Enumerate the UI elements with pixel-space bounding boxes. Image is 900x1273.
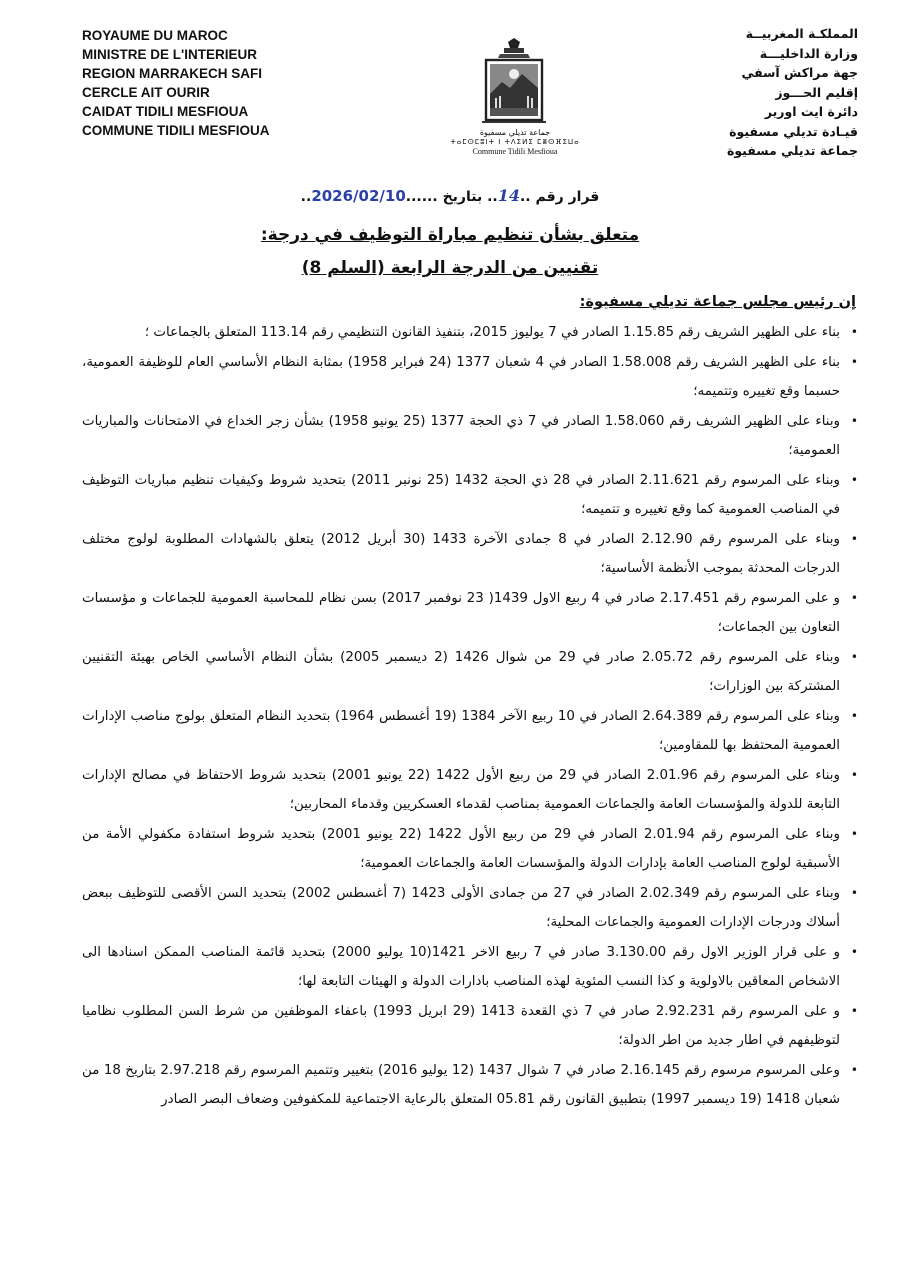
- header-arabic: [727, 24, 858, 161]
- recital-item: • وعلى المرسوم مرسوم رقم 2.16.145 صادر في 7 شوال 1437 (12 يوليو 2016) بتغيير وتتميم المرسوم رقم 2.97.218 بتاريخ 18 من شعبان 1418 (19 ديسمبر 1997) بتطبيق القانون رقم 05.81 المتعلق بالرعاية الاجتماعية للمكفوفين وضعاف البصر الصادر: [82, 1056, 860, 1115]
- header-ar-line: جماعة تديلي مسفيوة: [726, 143, 858, 158]
- header-ar-line: المملكـة المغربيــة: [745, 26, 858, 41]
- header-fr-line: REGION MARRAKECH SAFI: [82, 66, 263, 81]
- header-ar-line: قيـادة تديلي مسفيوة: [729, 123, 858, 139]
- title-subject: متعلق بشأن تنظيم مباراة التوظيف في درجة:: [260, 225, 640, 245]
- decision-date-label: بتاريخ: [442, 189, 483, 205]
- recital-item: • و على المرسوم رقم 2.17.451 صادر في 4 ربيع الاول 1439( 23 نوفمبر 2017) بسن نظام للمحاسبة العمومية للجماعات و مؤسسات التعاون بين الجماعات؛: [82, 584, 860, 643]
- recital-item: • بناء على الظهير الشريف رقم 1.15.85 الصادر في 7 يوليوز 2015، بتنفيذ القانون التنظيمي رقم 113.14 المتعلق بالجماعات ؛: [82, 318, 860, 348]
- recital-item: • وبناء على الظهير الشريف رقم 1.58.060 الصادر في 7 ذي الحجة 1377 (25 يونيو 1958) بشأن زجر الخداع في الامتحانات والمباريات العمومية؛: [82, 407, 860, 466]
- header-fr-line: CAIDAT TIDILI MESFIOUA: [82, 104, 249, 119]
- header-ar-line: إقليم الحـــوز: [775, 84, 858, 100]
- decision-line: قرار رقم ..14.. بتاريخ ......2026/02/10..: [300, 186, 600, 205]
- header-fr-line: CERCLE AIT OURIR: [82, 85, 210, 100]
- header-french: [82, 26, 270, 140]
- decision-label: قرار رقم: [535, 189, 600, 205]
- emblem-caption-arabic: جماعة تديلي مسفيوة: [479, 128, 551, 137]
- commune-emblem-icon: [478, 38, 550, 134]
- header-ar-line: وزارة الداخليـــة: [759, 45, 858, 61]
- recital-item: • وبناء على المرسوم رقم 2.01.94 الصادر في 29 من ربيع الأول 1422 (22 يونيو 2001) بتحديد شروط استفادة مكفولي الأمة من الأسبقية لولوج المناصب العامة بإدارات الدولة والمؤسسات العامة والجماعات العمومية؛: [82, 820, 860, 879]
- recital-item: • وبناء على المرسوم رقم 2.01.96 الصادر في 29 من ربيع الأول 1422 (22 يونيو 2001) بتحديد شروط الاحتفاظ في مصالح الإدارات التابعة للدولة والمؤسسات العامة والجماعات العمومية بمناصب لقدماء العسكريين وقدماء المحاربين؛: [82, 761, 860, 820]
- president-heading: إن رئيس مجلس جماعة تديلي مسفيوة:: [579, 294, 856, 310]
- recital-item: • وبناء على المرسوم رقم 2.64.389 الصادر في 10 ربيع الآخر 1384 (19 أغسطس 1964) بتحديد النظام المتعلق بولوج مناصب الإدارات العمومية المحتفظ بها للمقاومين؛: [82, 702, 860, 761]
- emblem-caption-french: Commune Tidili Mesfioua: [472, 147, 558, 156]
- recital-item: • و على قرار الوزير الاول رقم 3.130.00 صادر في 7 ربيع الاخر 1421(10 يوليو 2000) بتحديد قائمة المناصب الممكن اسنادها الى الاشخاص المعاقين بالاولوية و كذا النسب المئوية لهذه المناصب بادارات الدولة و الهيئات التابعة لها؛: [82, 938, 860, 997]
- recital-item: • وبناء على المرسوم رقم 2.02.349 الصادر في 27 من جمادى الأولى 1423 (7 أغسطس 2002) بتحديد السن الأقصى للتوظيف ببعض أسلاك ودرجات الإدارات العمومية والجماعات المحلية؛: [82, 879, 860, 938]
- emblem-caption-tifinagh: ⵜⴰⵎⵙⵎⵓⵏⵜ ⵏ ⵜⴷⵉⵍⵉ ⵎⴻⵙⴼⵉⵡⴰ: [450, 138, 580, 146]
- decision-number: 14: [497, 186, 520, 205]
- header-ar-line: جهة مراكش آسفي: [741, 65, 858, 80]
- recital-item: • بناء على الظهير الشريف رقم 1.58.008 الصادر في 4 شعبان 1377 (24 فبراير 1958) بمثابة النظام الأساسي العام للوظيفة العمومية، حسبما وقع تغييره وتتميمه؛: [82, 348, 860, 407]
- header-ar-line: دائرة ايت اورير: [764, 104, 858, 119]
- header-fr-line: MINISTRE DE L'INTERIEUR: [82, 47, 257, 62]
- title-grade: تقنيين من الدرجة الرابعة (السلم 8): [301, 258, 599, 278]
- recital-item: • وبناء على المرسوم رقم 2.12.90 الصادر في 8 جمادى الآخرة 1433 (30 أبريل 2012) يتعلق بالشهادات المطلوبة لولوج مختلف الدرجات المحدثة بموجب الأنظمة الأساسية؛: [82, 525, 860, 584]
- recital-item: • وبناء على المرسوم رقم 2.05.72 صادر في 29 من شوال 1426 (2 ديسمبر 2005) بشأن النظام الأساسي الخاص بهيئة التقنيين المشتركة بين الوزارات؛: [82, 643, 860, 702]
- recitals-list: [82, 318, 860, 1115]
- header-fr-line: ROYAUME DU MAROC: [82, 28, 228, 43]
- decision-date: 2026/02/10: [311, 187, 406, 205]
- header-fr-line: COMMUNE TIDILI MESFIOUA: [82, 123, 270, 138]
- recital-item: • وبناء على المرسوم رقم 2.11.621 الصادر في 28 ذي الحجة 1432 (25 نونبر 2011) بتحديد شروط وكيفيات تنظيم مباريات التوظيف في المناصب العمومية كما وقع تغييره و تتميمه؛: [82, 466, 860, 525]
- recital-item: • و على المرسوم رقم 2.92.231 صادر في 7 ذي القعدة 1413 (29 ابريل 1993) باعفاء الموظفين من شرط السن المطلوب نظاميا لتوظيفهم في اطار جديد من اطر الدولة؛: [82, 997, 860, 1056]
